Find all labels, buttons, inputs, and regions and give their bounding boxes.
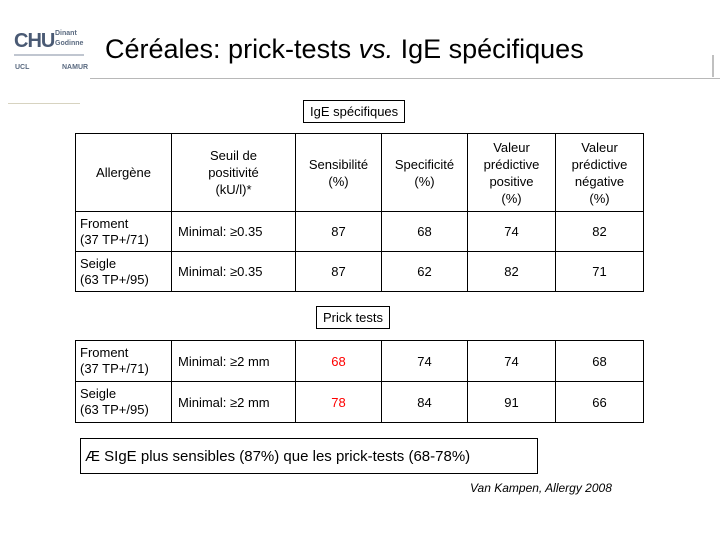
threshold-cell: Minimal: ≥2 mm xyxy=(172,382,296,423)
header-ppv: Valeur prédictive positive (%) xyxy=(468,134,556,212)
ppv-cell: 74 xyxy=(468,212,556,252)
sensitivity-cell: 78 xyxy=(296,382,382,423)
threshold-cell: Minimal: ≥2 mm xyxy=(172,341,296,382)
slide-title xyxy=(105,34,584,65)
logo-text-namur: NAMUR xyxy=(62,64,89,71)
ppv-cell: 82 xyxy=(468,252,556,292)
allergen-cell: Froment (37 TP+/71) xyxy=(76,212,172,252)
header-sensitivity: Sensibilité (%) xyxy=(296,134,382,212)
table-row xyxy=(76,382,644,423)
npv-cell: 71 xyxy=(556,252,644,292)
specificity-cell: 68 xyxy=(382,212,468,252)
npv-cell: 68 xyxy=(556,341,644,382)
title-part-main: Céréales: prick-tests xyxy=(105,34,359,64)
logo-text-chu: CHU xyxy=(14,30,55,52)
ige-table xyxy=(75,133,644,292)
npv-cell: 82 xyxy=(556,212,644,252)
sensitivity-cell: 87 xyxy=(296,212,382,252)
header-allergen: Allergène xyxy=(76,134,172,212)
header-threshold: Seuil de positivité (kU/l)* xyxy=(172,134,296,212)
logo-text-godinne: Godinne xyxy=(55,40,84,47)
title-divider xyxy=(90,78,720,79)
specificity-cell: 74 xyxy=(382,341,468,382)
table-header-row xyxy=(76,134,644,212)
conclusion-box: Æ SIgE plus sensibles (87%) que les prick-tests (68-78%) xyxy=(80,438,538,474)
sensitivity-cell: 68 xyxy=(296,341,382,382)
prick-table xyxy=(75,340,644,423)
specificity-cell: 62 xyxy=(382,252,468,292)
chu-logo xyxy=(12,30,87,76)
prick-section-label: Prick tests xyxy=(316,306,390,329)
ppv-cell: 74 xyxy=(468,341,556,382)
npv-cell: 66 xyxy=(556,382,644,423)
table-row xyxy=(76,341,644,382)
header-specificity: Specificité (%) xyxy=(382,134,468,212)
sensitivity-cell: 87 xyxy=(296,252,382,292)
logo-text-ucl: UCL xyxy=(15,64,30,71)
table-row xyxy=(76,252,644,292)
specificity-cell: 84 xyxy=(382,382,468,423)
logo-text-dinant: Dinant xyxy=(55,30,77,37)
header-npv: Valeur prédictive négative (%) xyxy=(556,134,644,212)
decorative-dash xyxy=(8,103,80,104)
title-part-vs: vs. xyxy=(358,34,394,64)
table-row xyxy=(76,212,644,252)
citation: Van Kampen, Allergy 2008 xyxy=(470,481,612,495)
allergen-cell: Froment (37 TP+/71) xyxy=(76,341,172,382)
decorative-edge xyxy=(712,55,714,77)
logo-bar xyxy=(14,54,84,56)
threshold-cell: Minimal: ≥0.35 xyxy=(172,252,296,292)
allergen-cell: Seigle (63 TP+/95) xyxy=(76,252,172,292)
allergen-cell: Seigle (63 TP+/95) xyxy=(76,382,172,423)
ige-section-label: IgE spécifiques xyxy=(303,100,405,123)
ppv-cell: 91 xyxy=(468,382,556,423)
threshold-cell: Minimal: ≥0.35 xyxy=(172,212,296,252)
title-part-rest: IgE spécifiques xyxy=(393,34,584,64)
